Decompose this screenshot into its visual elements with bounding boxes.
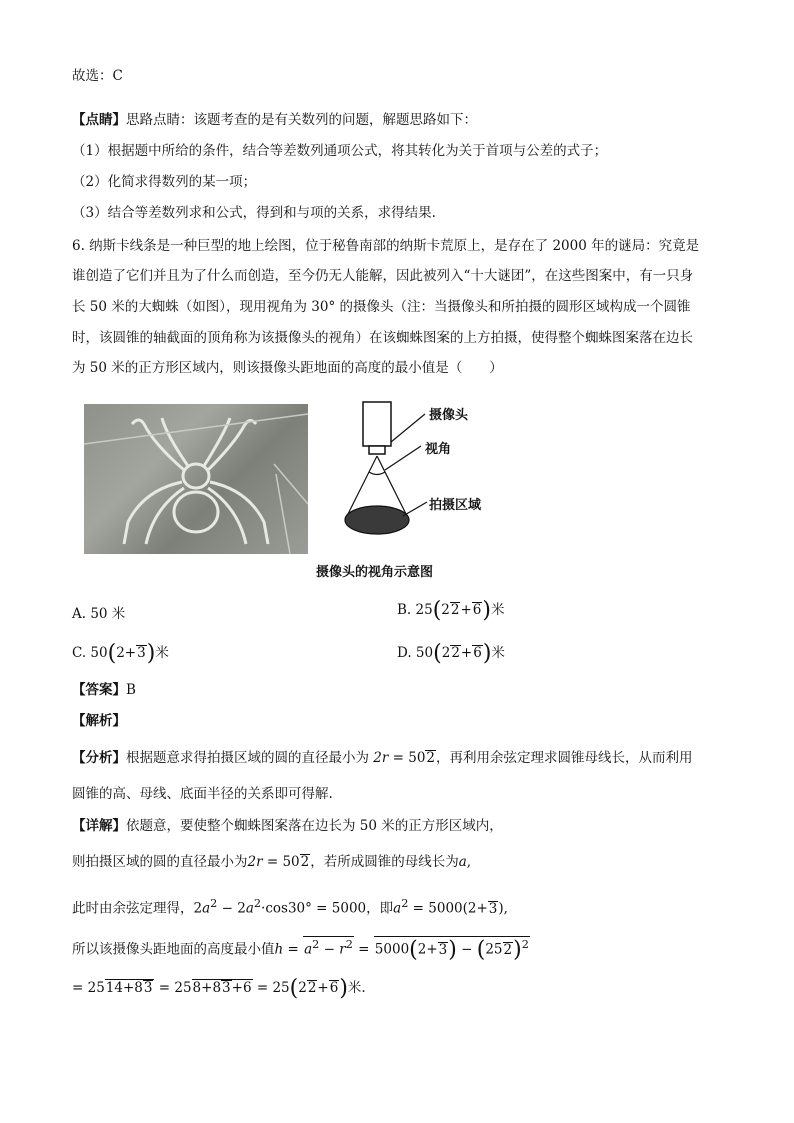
label-angle: 视角 [425, 442, 452, 457]
option-b: B. 25(22+6)米 [397, 598, 505, 623]
analysis-line-1: 【分析】根据题意求得拍摄区域的圆的直径最小为 2r = 502，再利用余弦定理求圆锥母线长，从而利用 [72, 750, 693, 766]
camera-diagram [325, 398, 505, 560]
hint-step-2: （2）化简求得数列的某一项； [72, 174, 257, 190]
figure-caption: 摄像头的视角示意图 [316, 565, 434, 580]
answer-tag: 【答案】 [72, 682, 126, 698]
detail-line-5: = 2514+83 = 258+83+6 = 25(22+6)米. [72, 976, 366, 1001]
spider-drawing [84, 404, 308, 554]
question-line-1: 6. 纳斯卡线条是一种巨型的地上绘图，位于秘鲁南部的纳斯卡荒原上，是存在了 2000 年的谜局：究竟是 [72, 238, 700, 254]
option-b-label: B. [397, 602, 412, 618]
analysis-fx-tag: 【分析】 [72, 750, 126, 766]
detail-text-2b: ，若所成圆锥的母线长为 [310, 854, 459, 870]
detail-text-2a: 则拍摄区域的圆的直径最小为 [72, 854, 248, 870]
detail-text-1: 依题意，要使整个蜘蛛图案落在边长为 50 米的正方形区域内， [126, 818, 503, 834]
unit: 米 [491, 645, 505, 661]
hint-tag: 【点睛】 [72, 112, 126, 128]
label-camera: 摄像头 [429, 408, 469, 423]
detail-line-3: 此时由余弦定理得，$2a^2 - 2a^2\cdot\cos 30^\circ = 5000$，即$a^2 = 5000(2+3)$, [72, 897, 508, 917]
detail-line-1 [72, 816, 503, 836]
hint-line [72, 110, 477, 130]
analysis-fx-text-a: 根据题意求得拍摄区域的圆的直径最小为 [126, 750, 369, 766]
question-line-2: 谁创造了它们并且为了什么而创造，至今仍无人能解，因此被列入“十大谜团”，在这些图案中，有一只身 [72, 268, 694, 284]
prev-answer: 故选：C [72, 68, 123, 84]
detail-text-5-end: 米. [347, 980, 366, 996]
option-d-label: D. [397, 645, 412, 661]
unit: 米 [490, 602, 505, 618]
detail-text-3a: 此时由余弦定理得， [72, 900, 194, 917]
analysis-tag: 【解析】 [72, 713, 126, 729]
option-c-label: C. [72, 645, 87, 661]
option-c: C. 50(2+3)米 [72, 641, 169, 666]
detail-line-4: 所以该摄像头距地面的高度最小值$h = a^2 - r^2 = 5000(2+3) - (252)^2$ [72, 937, 529, 963]
unit: 米 [155, 645, 169, 661]
detail-tag: 【详解】 [72, 818, 126, 834]
detail-line-2: 则拍摄区域的圆的直径最小为2r = 502，若所成圆锥的母线长为a, [72, 854, 472, 870]
camera-lens-icon [369, 446, 385, 454]
hint-step-1: （1）根据题中所给的条件，结合等差数列通项公式，将其转化为关于首项与公差的式子； [72, 143, 608, 159]
detail-text-3b: ，即 [366, 900, 394, 917]
answer-line [72, 680, 136, 700]
hint-step-3: （3）结合等差数列求和公式，得到和与项的关系，求得结果. [72, 205, 436, 221]
hint-text: 思路点睛：该题考查的是有关数列的问题，解题思路如下： [126, 112, 477, 128]
shooting-area-icon [345, 506, 409, 534]
analysis-line-2: 圆锥的高、母线、底面半径的关系即可得解. [72, 786, 333, 802]
question-line-3: 长 50 米的大蜘蛛（如图），现用视角为 30° 的摄像头（注：当摄像头和所拍摄的圆形区域构成一个圆锥 [72, 299, 691, 315]
question-line-4: 时，该圆锥的轴截面的顶角称为该摄像头的视角）在该蜘蛛图案的上方拍摄，使得整个蜘蛛图案落在边长 [72, 330, 693, 346]
option-a: A. 50 米 [72, 606, 126, 622]
spider-photo [84, 404, 308, 554]
camera-body-icon [363, 402, 391, 446]
option-d: D. 50(22+6)米 [397, 641, 505, 666]
question-line-5: 为 50 米的正方形区域内，则该摄像头距地面的高度的最小值是（ ） [72, 360, 503, 376]
answer-value: B [126, 682, 136, 698]
analysis-fx-text-b: ，再利用余弦定理求圆锥母线长，从而利用 [436, 750, 693, 766]
label-area: 拍摄区域 [429, 498, 482, 513]
detail-text-4a: 所以该摄像头距地面的高度最小值 [72, 941, 275, 958]
